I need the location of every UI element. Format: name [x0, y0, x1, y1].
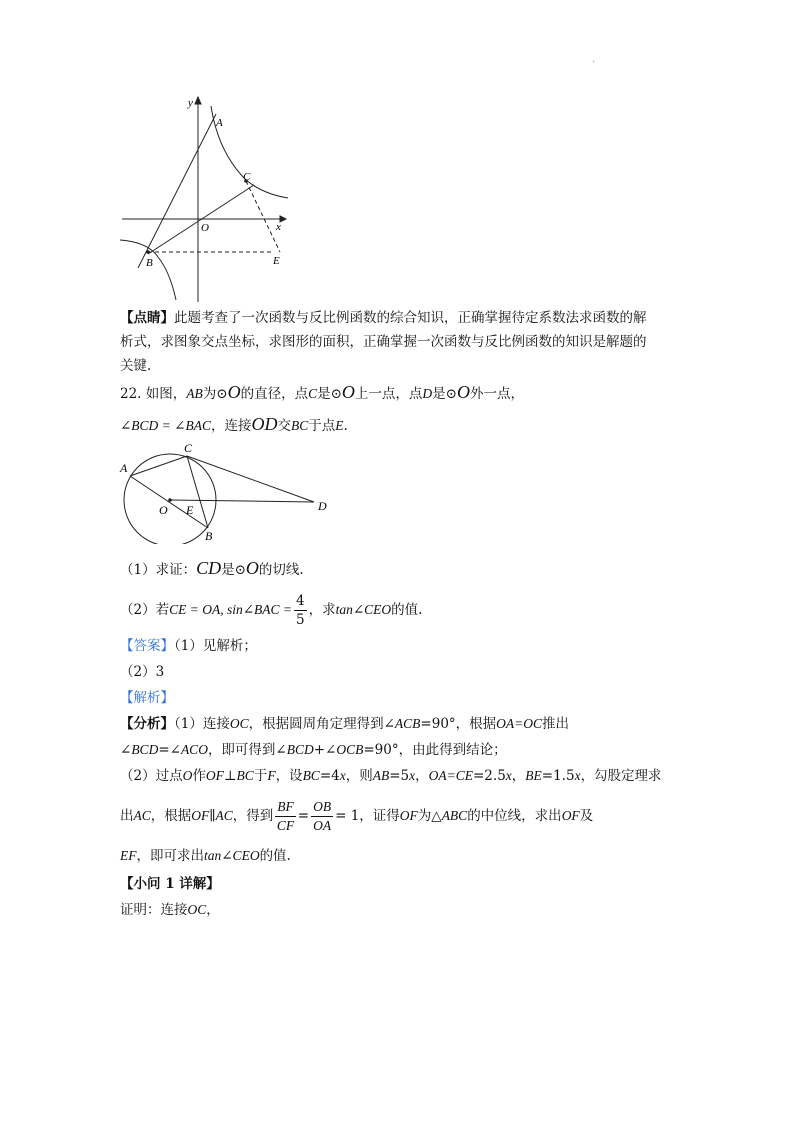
- question-22-line-1: 22. 如图，AB为⊙O的直径，点C是⊙O上一点，点D是⊙O外一点，: [120, 382, 524, 402]
- fraction-BF-CF: $\frac{BF}{CF}$: [276, 799, 295, 833]
- fraction-4-5: $\frac{4}{5}$: [296, 593, 305, 628]
- question-22-line-2: ∠BCD = ∠BAC，连接OD交BC于点E.: [120, 414, 348, 434]
- point-O: [168, 498, 172, 502]
- analysis-line-1: 【分析】（1）连接OC，根据圆周角定理得到∠ACB=90°，根据OA=OC推出: [120, 716, 570, 732]
- proof-line: 证明：连接OC，: [120, 902, 220, 918]
- analysis-line-5: EF，即可求出tan∠CEO的值.: [120, 848, 291, 864]
- analysis-line-2: ∠BCD=∠ACO，即可得到∠BCD+∠OCB=90°，由此得到结论；: [120, 742, 507, 758]
- analysis-line-3: （2）过点O作OF⊥BC于F，设BC=4x，则AB=5x，OA=CE=2.5x，BE=1.5x，勾股定理求: [120, 768, 662, 784]
- answer-line-2: （2）3: [120, 664, 165, 680]
- y-axis-arrow: [195, 97, 201, 104]
- comment-line-1: 【点睛】此题考查了一次函数与反比例函数的综合知识，正确掌握待定系数法求函数的解: [120, 310, 647, 326]
- chord-BC: [187, 456, 208, 528]
- label-y: y: [188, 97, 193, 109]
- analysis-tag: 【解析】: [120, 690, 174, 706]
- x-axis-arrow: [280, 216, 286, 222]
- figure-circle-tangent: [118, 442, 338, 544]
- label-C: C: [184, 442, 193, 455]
- comment-line-2: 析式，求图象交点坐标，求图形的面积，正确掌握一次函数与反比例函数的知识是解题的: [120, 334, 647, 350]
- part-1: （1）求证：CD是⊙O的切线.: [120, 558, 304, 578]
- line-CE-dashed: [246, 181, 280, 252]
- label-O: O: [201, 222, 209, 234]
- label-A: A: [120, 461, 128, 475]
- figure-function-graph: [118, 92, 293, 304]
- analysis-line-4: 出AC，根据OF∥AC，得到 $\frac{BF}{CF}$ = $\frac{OB}{OA}$ = 1，证得OF为△ABC的中位线，求出OF及: [120, 799, 594, 833]
- answer-line-1: 【答案】（1）见解析；: [120, 638, 257, 654]
- label-x: x: [276, 221, 281, 233]
- xiaowen-tag: 【小问 1 详解】: [120, 876, 220, 892]
- label-B: B: [146, 257, 153, 269]
- diameter-AB: [130, 476, 208, 528]
- label-E: E: [186, 503, 194, 517]
- fraction-OB-OA: $\frac{OB}{OA}$: [313, 799, 332, 833]
- label-O: O: [159, 503, 168, 517]
- page-mark: .: [592, 54, 596, 65]
- label-C: C: [243, 171, 251, 183]
- label-B: B: [205, 529, 213, 543]
- answer-tag: 【答案】: [120, 638, 174, 654]
- line-OD: [170, 500, 314, 502]
- label-A: A: [216, 117, 223, 129]
- label-E: E: [273, 255, 280, 267]
- line-CD: [187, 456, 314, 502]
- comment-line-3: 关键.: [120, 358, 152, 374]
- comment-tag: 【点睛】: [120, 310, 174, 326]
- part-2: （2）若CE = OA, sin∠BAC = $\frac{4}{5}$ ，求tan∠CEO的值.: [120, 593, 423, 628]
- line-AB: [138, 114, 216, 268]
- label-D: D: [318, 499, 327, 513]
- point-B: [146, 250, 150, 254]
